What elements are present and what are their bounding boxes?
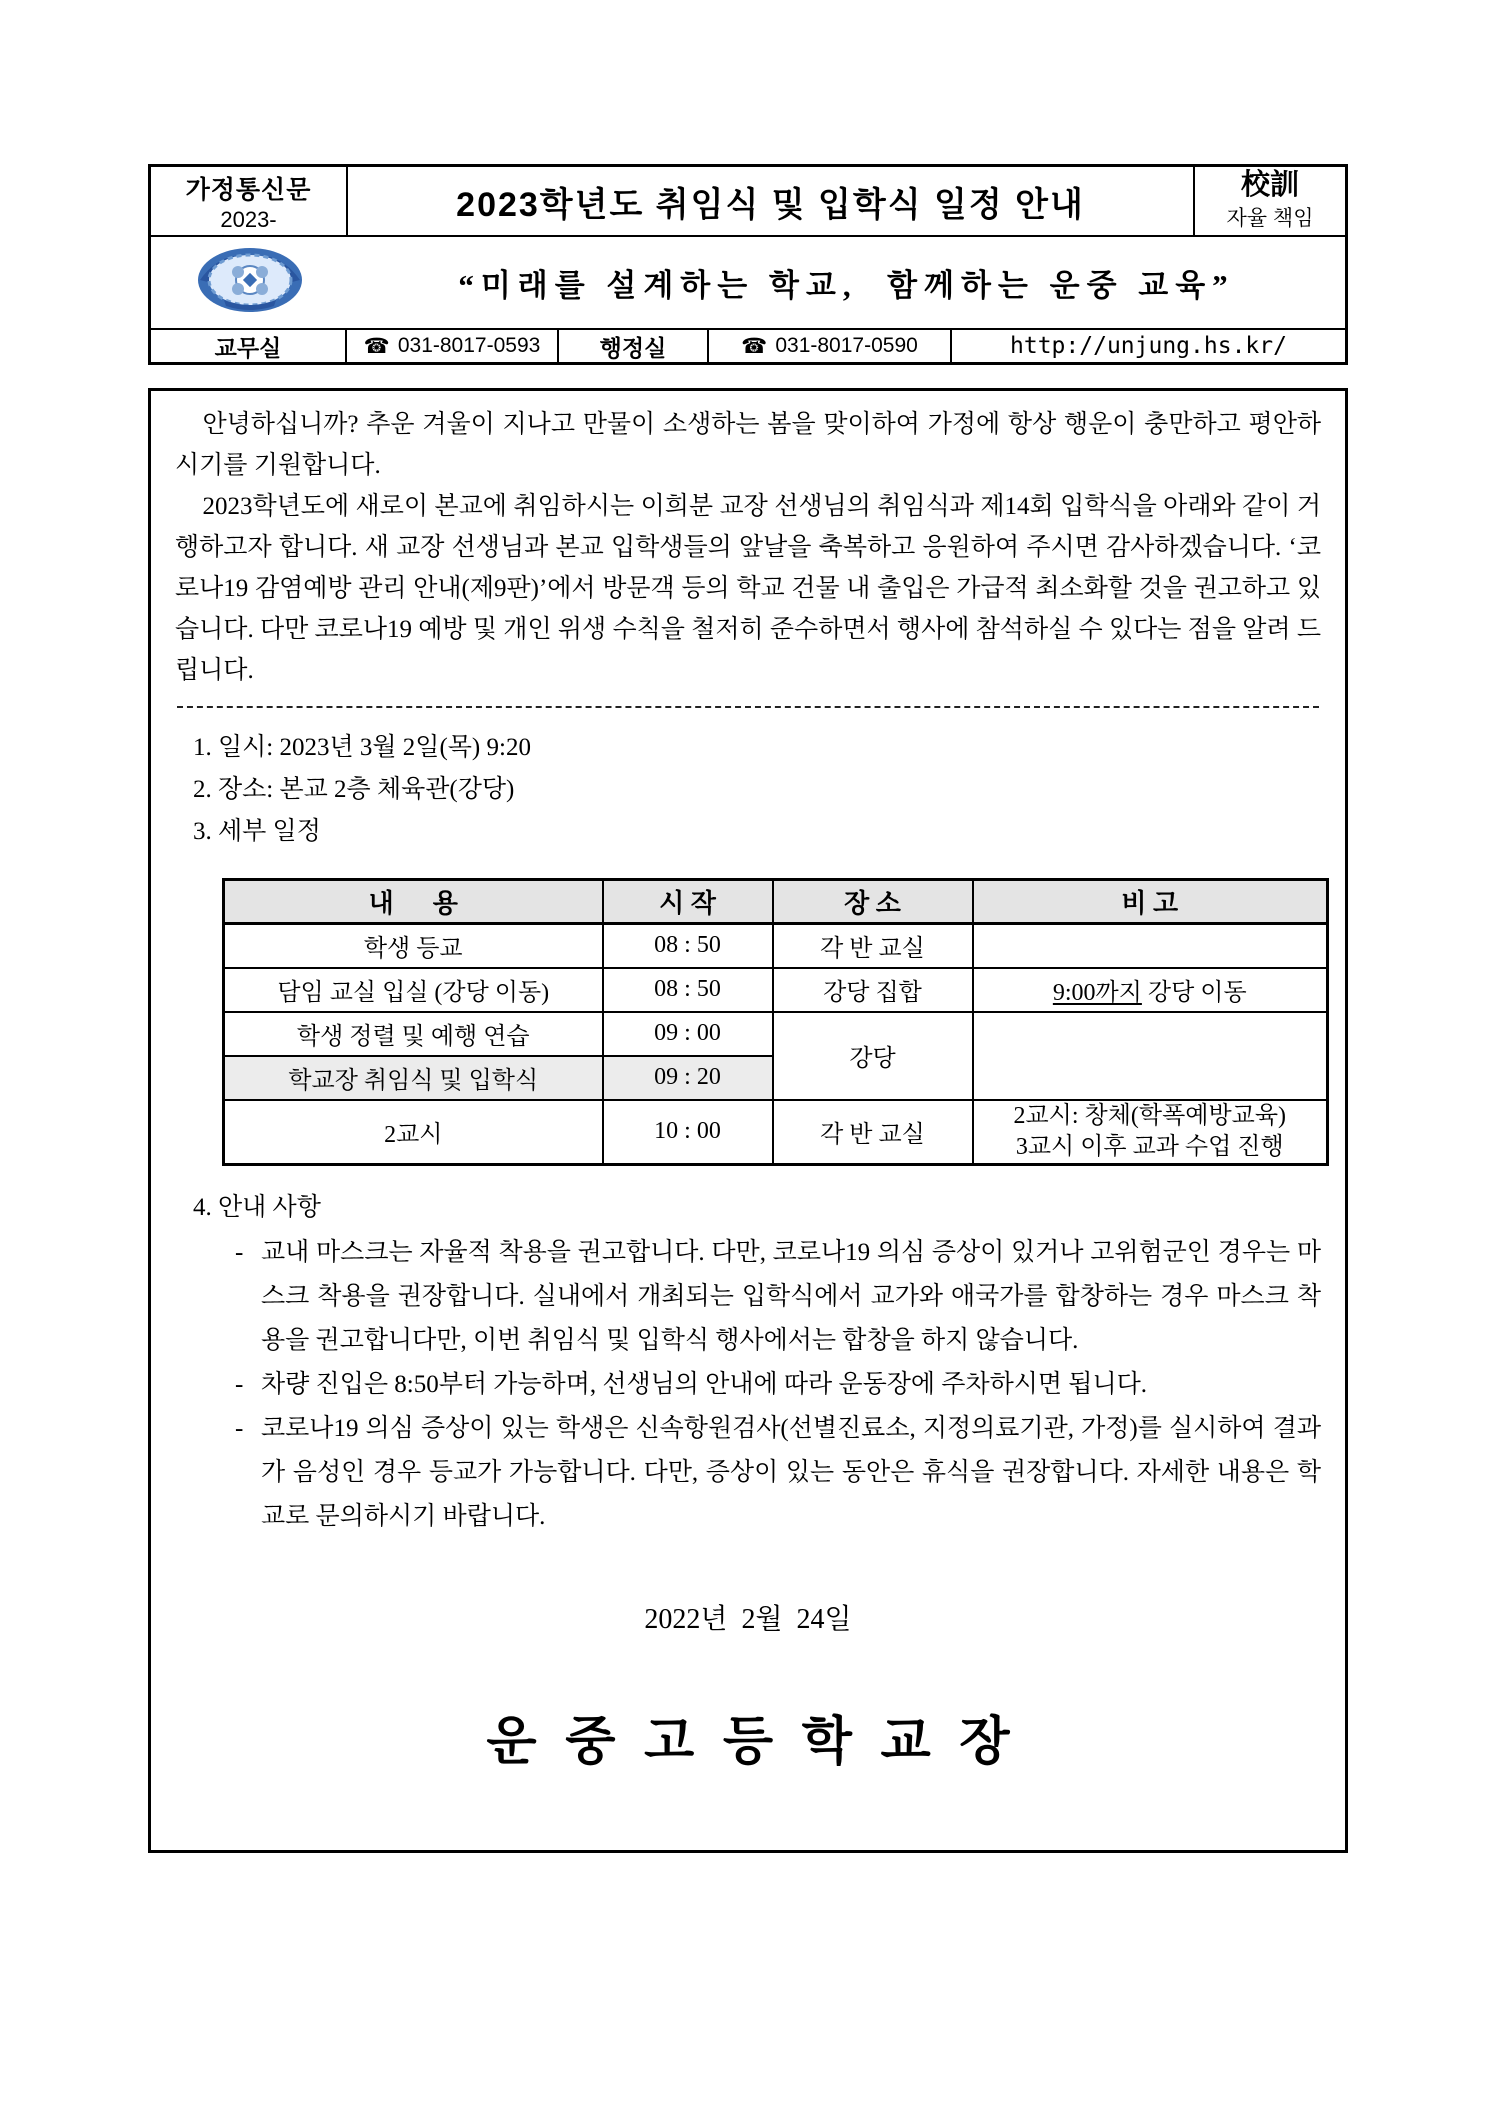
schedule-header-row [224, 880, 1328, 924]
list-item [235, 1231, 1321, 1363]
announcement-paragraph: 2023학년도에 새로이 본교에 취임하시는 이희분 교장 선생님의 취임식과 제14회 입학식을 아래와 같이 거행하고자 합니다. 새 교장 선생님과 본교 입학생들의 앞날을 축복하고 응원하여 주시면 감사하겠습니다. ‘코로나19 감염예방 관리 안내(제9판)’에서 방문객 등의 학교 건물 내 출입은 가급적 최소화할 것을 권고하고 있습니다. 다만 코로나19 예방 및 개인 위생 수칙을 철저히 준수하면서 행사에 참석하실 수 있다는 점을 알려 드립니다. [175, 493, 1321, 684]
bullet-dash: - [235, 1238, 244, 1266]
bullet-text: 코로나19 의심 증상이 있는 학생은 신속항원검사(선별진료소, 지정의료기관, 가정)를 실시하여 결과가 음성인 경우 등교가 가능합니다. 다만, 증상이 있는 동안은 휴식을 권장합니다. 자세한 내용은 학교로 문의하시기 바랍니다. [261, 1414, 1321, 1530]
dashed-divider [177, 706, 1319, 708]
bullet-dash: - [235, 1370, 244, 1398]
school-emblem-icon [194, 242, 306, 323]
deadline-rest: 강당 이동 [1141, 980, 1247, 1006]
admin-label: 행정실 [559, 330, 709, 362]
schedule-table [222, 878, 1329, 1166]
cell-place-merged: 강당 [773, 1012, 973, 1100]
cell-note [973, 924, 1328, 968]
cell-content: 담임 교실 입실 (강당 이동) [224, 968, 603, 1012]
list-item-schedule: 3. 세부 일정 [193, 818, 321, 845]
cell-content: 2교시 [224, 1100, 603, 1165]
deadline-underlined: 9:00까지 [1052, 980, 1142, 1006]
cell-content: 학생 정렬 및 예행 연습 [224, 1012, 603, 1056]
note-line: 3교시 이후 교과 수업 진행 [1015, 1133, 1284, 1160]
header-slogan-row [151, 237, 1345, 330]
table-row [224, 1100, 1328, 1165]
list-item [235, 1407, 1321, 1539]
cell-place: 각 반 교실 [773, 924, 973, 968]
phone-icon: ☎ [363, 334, 390, 358]
bullet-text: 차량 진입은 8:50부터 가능하며, 선생님의 안내에 따라 운동장에 주차하시면 됩니다. [261, 1370, 1147, 1398]
cell-place: 강당 집합 [773, 968, 973, 1012]
doc-type-cell [151, 167, 348, 235]
col-header-content: 내 용 [224, 880, 603, 924]
office-label: 교무실 [151, 330, 347, 362]
cell-start: 10 : 00 [603, 1100, 773, 1165]
note-line: 2교시: 창체(학폭예방교육) [1013, 1102, 1286, 1129]
cell-note [973, 1012, 1328, 1100]
table-row [224, 968, 1328, 1012]
bullet-text: 교내 마스크는 자율적 착용을 권고합니다. 다만, 코로나19 의심 증상이 있거나 고위험군인 경우는 마스크 착용을 권장합니다. 실내에서 개최되는 입학식에서 교가와 애국가를 합창하는 경우 마스크 착용을 권고합니다만, 이번 취임식 및 입학식 행사에서는 합창을 하지 않습니다. [261, 1238, 1321, 1354]
list-item [235, 1363, 1321, 1407]
schedule-table-wrapper [222, 878, 1321, 1166]
cell-content: 학생 등교 [224, 924, 603, 968]
cell-place: 각 반 교실 [773, 1100, 973, 1165]
logo-cell [151, 242, 348, 323]
cell-note [973, 968, 1328, 1012]
motto-text: 자율 책임 [1226, 207, 1314, 231]
table-row [224, 1012, 1328, 1056]
notes-list [235, 1231, 1321, 1539]
office-phone-cell [347, 330, 559, 362]
info-list [193, 727, 1321, 853]
document-date: 2022년 2월 24일 [644, 1603, 852, 1635]
notes-heading: 4. 안내 사항 [193, 1193, 321, 1221]
school-motto-cell [1193, 167, 1345, 235]
cell-start: 09 : 00 [603, 1012, 773, 1056]
header-title-row [151, 167, 1345, 237]
school-website-url: http://unjung.hs.kr/ [1010, 333, 1287, 359]
page-title: 2023학년도 취임식 및 입학식 일정 안내 [456, 185, 1085, 224]
list-item-place: 2. 장소: 본교 2층 체육관(강당) [193, 776, 515, 803]
header-table [148, 164, 1348, 365]
table-row [224, 924, 1328, 968]
principal-signature: 운중고등학교장 [486, 1713, 1039, 1771]
list-item-datetime: 1. 일시: 2023년 3월 2일(목) 9:20 [193, 734, 531, 761]
col-header-place: 장 소 [773, 880, 973, 924]
doc-number: 2023- [220, 206, 277, 232]
cell-start: 08 : 50 [603, 968, 773, 1012]
motto-heading: 校訓 [1240, 168, 1299, 201]
greeting-paragraph: 안녕하십니까? 추운 겨울이 지나고 만물이 소생하는 봄을 맞이하여 가정에 항상 행운이 충만하고 평안하시기를 기원합니다. [175, 411, 1321, 479]
col-header-start: 시 작 [603, 880, 773, 924]
cell-content: 학교장 취임식 및 입학식 [224, 1056, 603, 1100]
school-slogan: “미래를 설계하는 학교, 함께하는 운중 교육” [458, 268, 1235, 303]
phone-icon: ☎ [741, 334, 768, 358]
admin-phone-cell [709, 330, 952, 362]
header-contact-row [151, 330, 1345, 362]
admin-phone: 031-8017-0590 [775, 334, 918, 357]
doc-category: 가정통신문 [185, 175, 312, 204]
col-header-note: 비 고 [973, 880, 1328, 924]
office-phone: 031-8017-0593 [397, 334, 541, 357]
notice-body-box [148, 388, 1348, 1853]
cell-note [973, 1100, 1328, 1165]
bullet-dash: - [235, 1414, 244, 1442]
cell-start: 08 : 50 [603, 924, 773, 968]
cell-start: 09 : 20 [603, 1056, 773, 1100]
